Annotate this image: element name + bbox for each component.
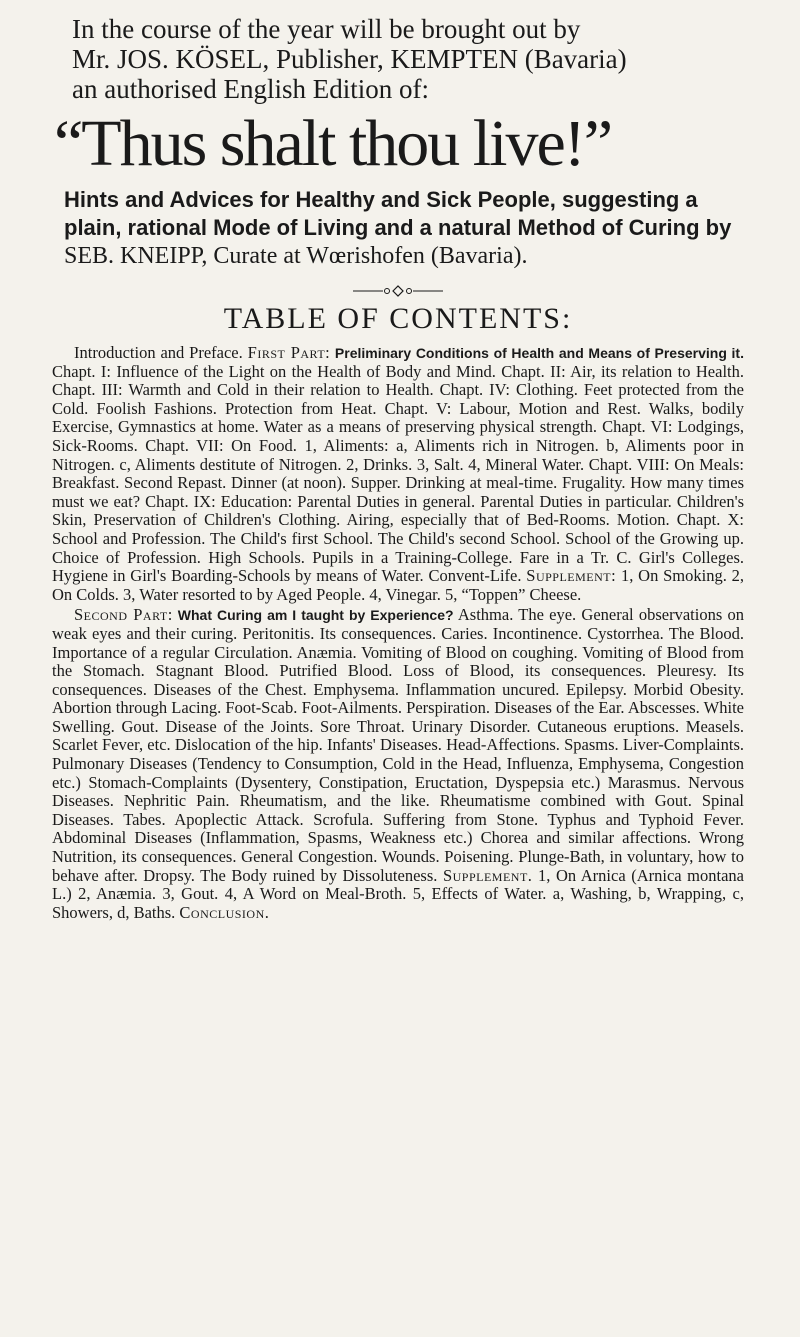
- publisher-line: Mr. JOS. KÖSEL, Publisher, KEMPTEN (Bavaria): [72, 44, 627, 74]
- ornament-divider: [52, 284, 744, 298]
- conclusion-label: Conclusion.: [179, 902, 270, 922]
- part-1-supplement: 1, On Smoking. 2, On Colds. 3, Water resorted to by Aged People. 4, Vinegar. 5, “Toppen” Cheese.: [52, 566, 744, 604]
- part-1-heading: Preliminary Conditions of Health and Means of Preserving it.: [330, 345, 744, 361]
- toc-intro: Introduction and Preface.: [74, 343, 248, 362]
- table-of-contents: [52, 344, 744, 922]
- subtitle-author: SEB. KNEIPP, Curate at Wœrishofen (Bavaria).: [64, 243, 528, 269]
- intro-line-3: an authorised English Edition of:: [72, 74, 429, 104]
- part-2-label: Second Part:: [74, 605, 173, 625]
- part-1-supplement-label: Supplement:: [526, 566, 617, 586]
- part-1-label: First Part:: [247, 343, 331, 362]
- part-2-supplement-label: Supplement.: [442, 865, 533, 885]
- toc-part-1: [52, 344, 744, 604]
- part-1-body: Chapt. I: Influence of the Light on the Health of Body and Mind. Chapt. II: Air, its relation to Health. Chapt. III: Warmth and Cold in their relation to Health. Chapt. IV: Clothing. Feet protected from the Cold. Foolish Fashions. Protection from Heat. Chapt. V: Labour, Motion and Rest. Walks, bodily Exercise, Gymnastics at home. Water as a means of preserving physical strength. Chapt. VI: Lodgings, Sick-Rooms. Chapt. VII: On Food. 1, Aliments: a, Aliments rich in Nitrogen. b, Aliments poor in Nitrogen. c, Aliments destitute of Nitrogen. 2, Drinks. 3, Salt. 4, Mineral Water. Chapt. VIII: On Meals: Breakfast. Second Repast. Dinner (at noon). Supper. Drinking at meal-time. Frugality. How many times must we eat? Chapt. IX: Education: Parental Duties in general. Parental Duties in particular. Children's Skin, Preservation of Children's Clothing. Airing, especially that of Bed-Rooms. Motion. Chapt. X: School and Profession. The Child's first School. The Child's second School. School of the Growing up. Choice of Profession. High Schools. Pupils in a Training-College. Fare in a Tr. C. Girl's Colleges. Hygiene in Girl's Boarding-Schools by means of Water. Convent-Life.: [52, 361, 744, 586]
- part-2-body: Asthma. The eye. General observations on weak eyes and their curing. Peritonitis. Its consequences. Caries. Incontinence. Cystorrhea. The Blood. Importance of a regular Circulation. Anæmia. Vomiting of Blood on coughing. Vomiting of Blood from the Stomach. Stagnant Blood. Putrified Blood. Loss of Blood, its consequences. Pleuresy. Its consequences. Diseases of the Chest. Emphysema. Inflammation uncured. Epilepsy. Morbid Obesity. Abortion through Lacing. Foot-Scab. Foot-Ailments. Perspiration. Diseases of the Ear. Abscesses. White Swelling. Gout. Disease of the Joints. Sore Throat. Urinary Disorder. Cutaneous eruptions. Measels. Scarlet Fever, etc. Dislocation of the hip. Infants' Diseases. Head-Affections. Spasms. Liver-Complaints. Pulmonary Diseases (Tendency to Consumption, Cold in the Head, Influenza, Emphysema, Congestion etc.) Stomach-Complaints (Dysentery, Constipation, Eructation, Dyspepsia etc.) Marasmus. Nervous Diseases. Nephritic Pain. Rheumatism, and the like. Rheumatisme combined with Gout. Spinal Diseases. Tabes. Apoplectic Attack. Scrofula. Suffering from Stone. Typhus and Typhoid Fever. Abdominal Diseases (Inflammation, Spasms, Weakness etc.) Chorea and similar affections. Wrong Nutrition, its consequences. General Congestion. Wounds. Poisening. Plunge-Bath, in voluntary, how to behave after. Dropsy. The Body ruined by Dissoluteness.: [52, 605, 744, 885]
- ornament-icon: [353, 284, 443, 298]
- book-subtitle: [52, 186, 744, 270]
- book-title: “Thus shalt thou live!”: [54, 107, 612, 180]
- intro-line-1: In the course of the year will be brought out by: [72, 14, 581, 44]
- toc-heading: TABLE OF CONTENTS:: [223, 302, 573, 335]
- part-2-supplement: 1, On Arnica (Arnica montana L.) 2, Anæmia. 3, Gout. 4, A Word on Meal-Broth. 5, Effects of Water. a, Washing, b, Wrapping, c, Showers, d, Baths.: [52, 865, 744, 922]
- toc-part-2: [52, 606, 744, 922]
- part-2-heading: What Curing am I taught by Experience?: [172, 607, 454, 624]
- subtitle-text: Hints and Advices for Healthy and Sick People, suggesting a plain, rational Mode of Living and a natural Method of Curing by: [64, 187, 732, 240]
